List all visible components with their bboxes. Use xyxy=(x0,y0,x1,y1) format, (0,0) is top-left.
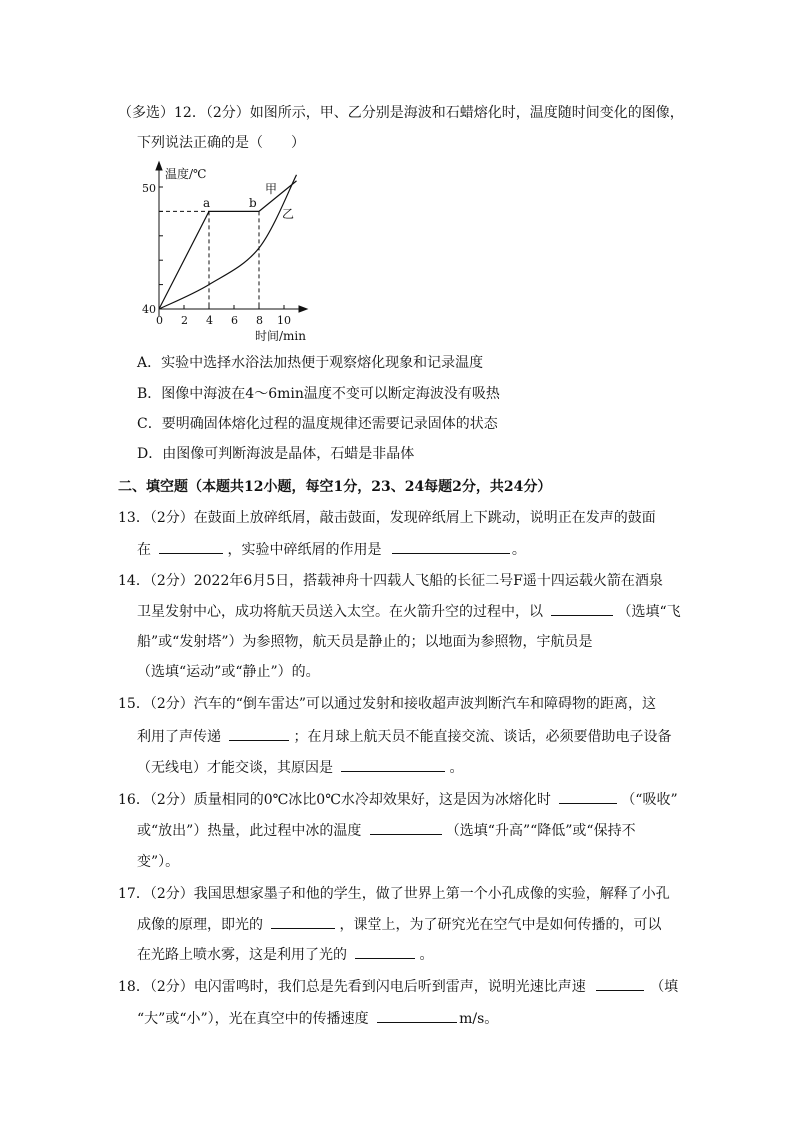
q16-line3: 变”）。 xyxy=(137,854,180,870)
q13-blank-2[interactable] xyxy=(392,539,510,554)
q15-blank-2[interactable] xyxy=(341,757,445,772)
q12-temperature-chart xyxy=(130,160,330,350)
q15-line2: 利用了声传递 ；在月球上航天员不能直接交流、谈话，必须要借助电子设备 xyxy=(137,726,671,747)
x-tick-label: 6 xyxy=(231,314,238,327)
q16-blank-1[interactable] xyxy=(559,789,617,804)
point-label-b: b xyxy=(249,196,257,210)
q15-line3: （无线电）才能交谈，其原因是 。 xyxy=(137,757,463,778)
q13-line1: 13．（2分）在鼓面上放碎纸屑，敲击鼓面，发现碎纸屑上下跳动，说明正在发声的鼓面 xyxy=(118,510,656,526)
q17-line1: 17．（2分）我国思想家墨子和他的学生，做了世界上第一个小孔成像的实验，解释了小孔 xyxy=(118,886,670,902)
y-tick-label-top: 50 xyxy=(142,182,156,195)
q12-option-a: A．实验中选择水浴法加热便于观察熔化现象和记录温度 xyxy=(137,355,484,371)
q12-stem-line2: 下列说法正确的是（ ） xyxy=(137,135,305,151)
y-axis-arrow xyxy=(156,162,162,170)
q13-line2: 在 ，实验中碎纸屑的作用是 。 xyxy=(137,539,526,560)
q17-blank-1[interactable] xyxy=(271,914,335,929)
q17-blank-2[interactable] xyxy=(355,944,415,959)
y-axis-label: 温度/℃ xyxy=(165,167,207,181)
q13-blank-1[interactable] xyxy=(159,539,223,554)
q14-line2: 卫星发射中心，成功将航天员送入太空。在火箭升空的过程中，以 （选填“飞 xyxy=(137,601,681,622)
q18-blank-1[interactable] xyxy=(596,976,644,991)
point-label-a: a xyxy=(203,196,211,210)
q18-blank-2[interactable] xyxy=(377,1008,457,1023)
series-label-yi: 乙 xyxy=(282,207,295,221)
y-tick-label-bottom: 40 xyxy=(142,303,156,316)
x-axis-label: 时间/min xyxy=(255,329,306,343)
q14-line3: 船”或“发射塔”）为参照物，航天员是静止的；以地面为参照物，宇航员是 xyxy=(137,634,593,650)
q17-line2: 成像的原理，即光的 ，课堂上，为了研究光在空气中是如何传播的，可以 xyxy=(137,914,661,935)
x-tick-label: 4 xyxy=(206,314,213,327)
q12-stem-line1: （多选）12．（2分）如图所示，甲、乙分别是海波和石蜡熔化时，温度随时间变化的图像， xyxy=(118,105,684,121)
q12-option-d: D．由图像可判断海波是晶体，石蜡是非晶体 xyxy=(137,446,415,462)
x-axis-arrow xyxy=(299,306,307,312)
section-title: 二、填空题（本题共12小题，每空1分，23、24每题2分，共24分） xyxy=(118,479,552,495)
q14-blank-1[interactable] xyxy=(551,601,613,616)
q12-option-c: C．要明确固体熔化过程的温度规律还需要记录固体的状态 xyxy=(137,416,498,432)
q14-line4: （选填“运动”或“静止”）的。 xyxy=(137,664,320,680)
series-jia-line xyxy=(159,181,297,309)
q15-blank-1[interactable] xyxy=(229,726,289,741)
x-tick-label: 2 xyxy=(181,314,188,327)
x-tick-label: 10 xyxy=(277,314,291,327)
q16-line2: 或“放出”）热量，此过程中冰的温度 （选填“升高”“降低”或“保持不 xyxy=(137,820,636,841)
q16-blank-2[interactable] xyxy=(370,820,442,835)
series-label-jia: 甲 xyxy=(265,182,278,196)
q16-line1: 16．（2分）质量相同的0℃冰比0℃水冷却效果好，这是因为冰熔化时 （“吸收” xyxy=(118,789,678,810)
q14-line1: 14．（2分）2022年6月5日，搭载神舟十四载人飞船的长征二号F遥十四运载火箭在酒泉 xyxy=(118,573,663,589)
q12-option-b: B．图像中海波在4～6min温度不变可以断定海波没有吸热 xyxy=(137,386,500,402)
q18-line1: 18．（2分）电闪雷鸣时，我们总是先看到闪电后听到雷声，说明光速比声速 （填 xyxy=(118,976,678,997)
x-tick-label: 8 xyxy=(256,314,263,327)
q18-line2: “大”或“小”），光在真空中的传播速度 m/s。 xyxy=(137,1008,498,1029)
x-tick-label: 0 xyxy=(156,314,163,327)
q15-line1: 15．（2分）汽车的“倒车雷达”可以通过发射和接收超声波判断汽车和障碍物的距离，这 xyxy=(118,696,657,712)
q17-line3: 在光路上喷水雾，这是利用了光的 。 xyxy=(137,944,433,965)
